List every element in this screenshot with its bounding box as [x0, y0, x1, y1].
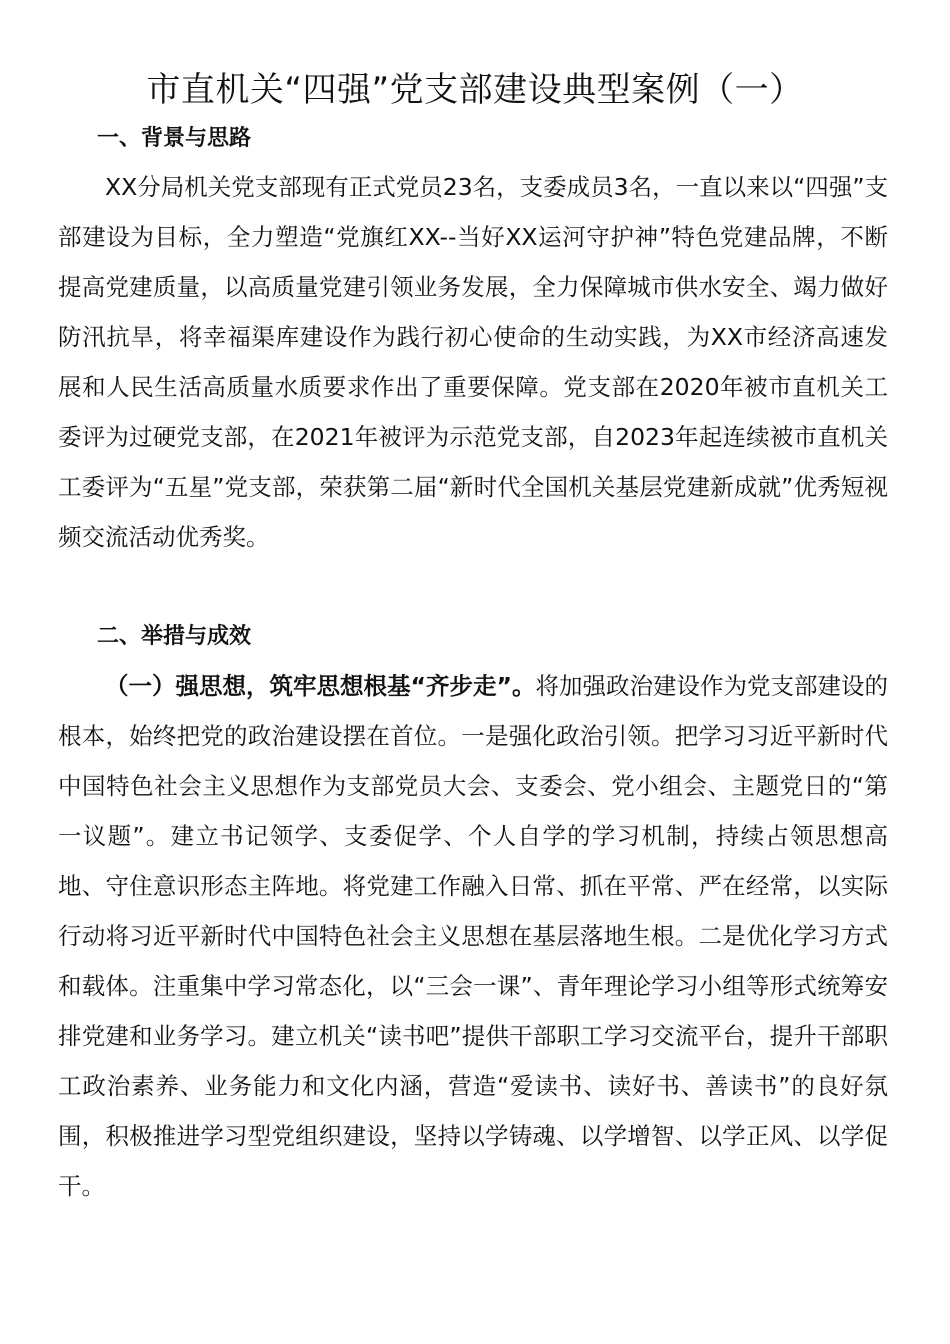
paragraph-measures-body: 将加强政治建设作为党支部建设的根本，始终把党的政治建设摆在首位。一是强化政治引领。把学习习近平新时代中国特色社会主义思想作为支部党员大会、支委会、党小组会、主题党日的“第一议题”。建立书记领学、支委促学、个人自学的学习机制，持续占领思想高地、守住意识形态主阵地。将党建工作融入日常、抓在平常、严在经常，以实际行动将习近平新时代中国特色社会主义思想在基层落地生根。二是优化学习方式和载体。注重集中学习常态化，以“三会一课”、青年理论学习小组等形式统筹安排党建和业务学习。建立机关“读书吧”提供干部职工学习交流平台，提升干部职工政治素养、业务能力和文化内涵，营造“爱读书、读好书、善读书”的良好氛围，积极推进学习型党组织建设，坚持以学铸魂、以学增智、以学正风、以学促干。 — [58, 672, 888, 1200]
subsection-lead: （一）强思想，筑牢思想根基“齐步走”。 — [105, 672, 536, 700]
document-title: 市直机关“四强”党支部建设典型案例（一） — [146, 70, 804, 110]
paragraph-measures — [58, 661, 888, 1211]
section-heading-measures: 二、举措与成效 — [97, 624, 252, 649]
paragraph-background: XX分局机关党支部现有正式党员23名，支委成员3名，一直以来以“四强”支部建设为目标，全力塑造“党旗红XX--当好XX运河守护神”特色党建品牌，不断提高党建质量，以高质量党建引领业务发展，全力保障城市供水安全、竭力做好防汛抗旱，将幸福渠库建设作为践行初心使命的生动实践，为XX市经济高速发展和人民生活高质量水质要求作出了重要保障。党支部在2020年被市直机关工委评为过硬党支部，在2021年被评为示范党支部，自2023年起连续被市直机关工委评为“五星”党支部，荣获第二届“新时代全国机关基层党建新成就”优秀短视频交流活动优秀奖。 — [58, 173, 888, 551]
section-heading-background: 一、背景与思路 — [97, 126, 252, 151]
